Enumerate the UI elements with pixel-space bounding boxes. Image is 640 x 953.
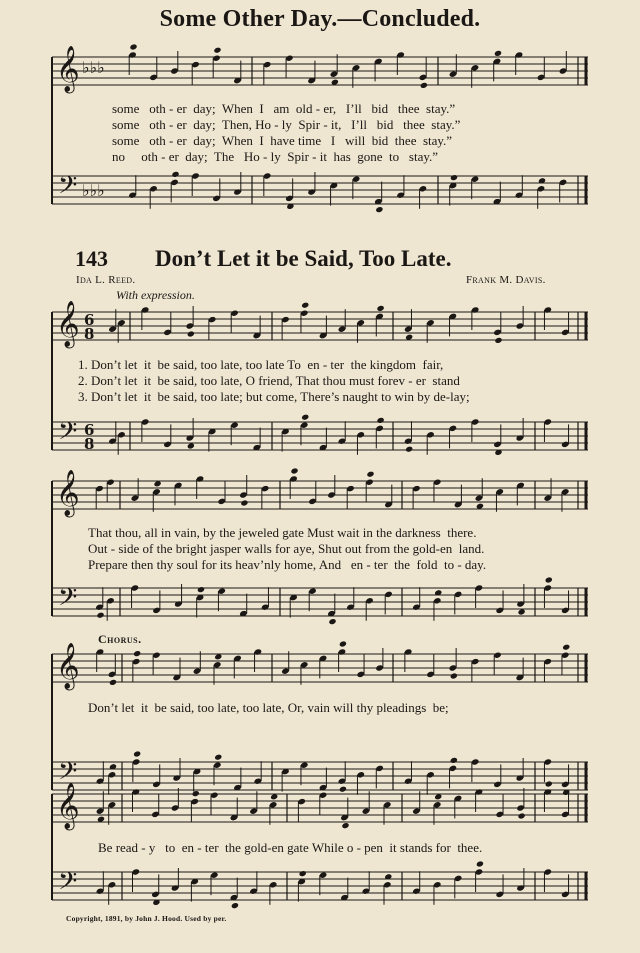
system-1-treble-note: [213, 47, 221, 54]
system-5-treble-note: [341, 822, 349, 829]
system-1-bass-note: [450, 174, 458, 181]
treble-clef-icon: 𝄞: [56, 643, 80, 689]
treble-clef-icon: 𝄞: [56, 301, 80, 347]
system-4-treble-note: [339, 640, 347, 647]
system-3-bass-note: [328, 618, 336, 625]
lyric-line-verse-2: Out - side of the bright jasper walls for aye, Shut out from the gold-en land.: [88, 541, 485, 556]
lyric-line-verse-3: 3. Don’t let it be said, too late; but come, There’s naught to win by de-lay;: [78, 389, 470, 404]
system-3-bass-note: [518, 608, 526, 615]
system-3-bass-note: [96, 612, 104, 619]
system-2-bass-note: [377, 417, 385, 424]
system-2-bass-note: [301, 414, 309, 421]
system-4-treble-note: [450, 672, 458, 679]
bass-clef-icon: 𝄢: [58, 757, 78, 792]
treble-clef-icon: 𝄞: [56, 470, 80, 516]
key-signature-flats: ♭♭♭: [82, 181, 105, 200]
time-signature: 6: [84, 421, 95, 439]
hymn-number: 143: [75, 246, 108, 271]
system-4-bass-note: [339, 786, 347, 793]
key-signature-flats: ♭♭♭: [82, 58, 105, 77]
system-3-treble-note: [240, 499, 248, 506]
author-credit: Ida L. Reed.: [76, 274, 136, 286]
system-5-bass-note: [299, 870, 307, 877]
lyric-line-verse-1: 1. Don’t let it be said, too late, too late To en - ter the kingdom fair,: [78, 357, 444, 372]
system-2-bass-note: [405, 446, 413, 453]
system-3-bass-note: [197, 586, 205, 593]
system-1-bass-note: [375, 206, 383, 213]
lyric-line-verse-1: That thou, all in vain, by the jeweled gate Must wait in the darkness there.: [88, 525, 477, 540]
treble-clef-icon: 𝄞: [56, 783, 80, 829]
composer-credit: Frank M. Davis.: [466, 274, 546, 286]
system-2-treble-note: [377, 305, 385, 312]
bass-clef-icon: 𝄢: [58, 583, 78, 618]
system-5-bass-note: [231, 902, 239, 909]
lyric-line-chorus-1: Don’t let it be said, too late, too late, Or, vain will thy pleadings be;: [88, 700, 449, 715]
lyric-line-verse-1: some oth - er day; When I am old - er, I’ll bid thee stay.”: [112, 101, 456, 116]
copyright-notice: Copyright, 1891, by John J. Hood. Used by per.: [66, 914, 227, 923]
system-5-treble-note: [545, 780, 553, 787]
lyric-line-verse-3: Prepare then thy soul for its heav’nly home, And en - ter the fold to - day.: [88, 557, 487, 572]
system-2-bass-note: [187, 442, 195, 449]
system-4-treble-note: [133, 650, 141, 657]
system-3-bass-note: [545, 576, 553, 583]
system-4-bass-note: [214, 754, 222, 761]
expression-mark: With expression.: [116, 288, 195, 302]
system-3-treble-note: [366, 471, 374, 478]
lyric-line-verse-2: 2. Don’t let it be said, too late, O friend, That thou must forev - er stand: [78, 373, 460, 388]
system-1-treble-note: [129, 43, 137, 50]
hymn-title: Don’t Let it be Said, Too Late.: [155, 246, 452, 271]
system-1-treble-note: [494, 50, 502, 57]
chorus-label: Chorus.: [98, 632, 142, 646]
system-4-bass-note: [133, 750, 141, 757]
continued-title: Some Other Day.—Concluded.: [159, 6, 481, 32]
lyric-line-chorus-2: Be read - y to en - ter the gold-en gate While o - pen it stands for thee.: [98, 840, 483, 855]
time-signature: 8: [84, 435, 95, 453]
lyric-line-verse-4: no oth - er day; The Ho - ly Spir - it has gone to stay.”: [112, 149, 439, 164]
system-4-bass-note: [450, 757, 458, 764]
bass-clef-icon: 𝄢: [58, 417, 78, 452]
system-3-treble-note: [290, 467, 298, 474]
system-1-bass-note: [171, 171, 179, 178]
bass-clef-icon: 𝄢: [58, 171, 78, 206]
time-signature: 8: [84, 325, 95, 343]
lyric-line-verse-2: some oth - er day; Then, Ho - ly Spir - it, I’ll bid thee stay.”: [112, 117, 461, 132]
bass-clef-icon: 𝄢: [58, 867, 78, 902]
time-signature: 6: [84, 311, 95, 329]
system-2-treble-note: [301, 302, 309, 309]
system-4-treble-note: [562, 644, 570, 651]
lyric-line-verse-3: some oth - er day; When I have time I will bid thee stay.”: [112, 133, 453, 148]
treble-clef-icon: 𝄞: [56, 46, 80, 92]
system-5-bass-note: [476, 860, 484, 867]
system-4-treble-note: [109, 679, 117, 686]
system-2-treble-note: [494, 337, 502, 344]
system-5-treble-note: [192, 790, 200, 797]
system-2-treble-note: [187, 330, 195, 337]
system-1-treble-note: [420, 82, 428, 89]
system-5-treble-note: [518, 812, 526, 819]
